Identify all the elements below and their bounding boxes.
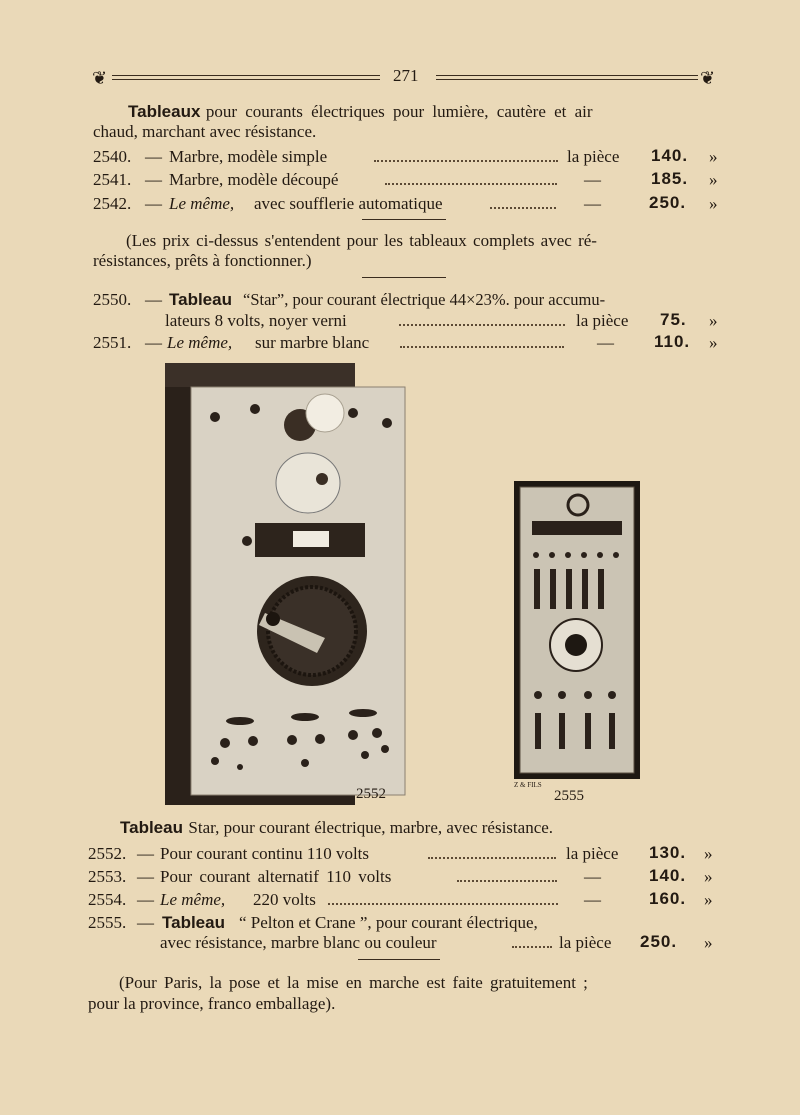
leader-dots (374, 160, 558, 162)
item-number: 2554. (88, 890, 127, 909)
item-description: Marbre, modèle simple (169, 147, 328, 166)
item-price: 140. (649, 866, 687, 885)
section3-note-line2: pour la province, franco emballage). (88, 994, 336, 1013)
separator-rule (362, 219, 446, 220)
heading-bold: Tableau (120, 818, 183, 837)
item-number: 2553. (88, 867, 127, 886)
header-rule-left-2 (112, 79, 380, 80)
item-bold-word: Tableau (169, 290, 232, 309)
item-dash: — (145, 194, 162, 213)
leader-dots (400, 346, 564, 348)
item-bold-word: Tableau (162, 913, 225, 932)
item-end-mark: » (704, 844, 713, 863)
item-unit: — (584, 170, 601, 189)
leader-dots (328, 903, 558, 905)
leader-dots (399, 324, 565, 326)
item-price: 140. (651, 146, 689, 165)
item-end-mark: » (704, 867, 713, 886)
item-dash: — (137, 890, 154, 909)
item-dash: — (145, 333, 162, 352)
item-dash: — (137, 867, 154, 886)
section1-intro-line2: chaud, marchant avec résistance. (93, 122, 317, 141)
item-end-mark: » (709, 194, 718, 213)
item-end-mark: » (709, 147, 718, 166)
item-description-italic: Le même, (160, 890, 226, 909)
item-price: 250. (640, 932, 678, 951)
item-number: 2540. (93, 147, 132, 166)
item-dash: — (137, 913, 154, 932)
item-unit: — (597, 333, 614, 352)
item-end-mark: » (704, 933, 713, 952)
figure-label-2552: 2552 (356, 786, 386, 802)
item-dash: — (137, 844, 154, 863)
item-number: 2551. (93, 333, 132, 352)
leader-dots (490, 207, 556, 209)
item-price: 160. (649, 889, 687, 908)
item-description: “ Pelton et Crane ”, pour courant électrique, (239, 913, 538, 932)
section1-note-line1: (Les prix ci-dessus s'entendent pour les tableaux complets avec ré- (126, 231, 597, 250)
item-description-line2: avec résistance, marbre blanc ou couleur (160, 933, 437, 952)
item-unit: la pièce (566, 844, 619, 863)
header-ornament-right: ❦ (700, 68, 716, 88)
item-description: 220 volts (253, 890, 316, 909)
item-description-italic: Le même, (167, 333, 233, 352)
separator-rule (362, 277, 446, 278)
item-description: Pour courant alternatif 110 volts (160, 867, 392, 886)
figure-label-2555: 2555 (554, 788, 584, 804)
item-price: 250. (649, 193, 687, 212)
heading-rest: Star, pour courant électrique, marbre, avec résistance. (188, 818, 554, 837)
leader-dots (512, 946, 552, 948)
item-unit: — (584, 867, 601, 886)
header-rule-right-2 (436, 79, 698, 80)
item-dash: — (145, 290, 162, 309)
item-description: “Star”, pour courant électrique 44×23%. pour accumu- (243, 290, 606, 309)
item-unit: la pièce (567, 147, 620, 166)
section3-heading (120, 817, 553, 839)
header-rule-left (112, 75, 380, 76)
item-end-mark: » (704, 890, 713, 909)
item-number: 2555. (88, 913, 127, 932)
figure-2555-switchboard (514, 481, 642, 781)
item-end-mark: » (709, 170, 718, 189)
item-description: sur marbre blanc (255, 333, 370, 352)
item-unit: — (584, 194, 601, 213)
leader-dots (457, 880, 557, 882)
intro-bold: Tableaux (128, 102, 201, 121)
item-price: 75. (660, 310, 687, 329)
item-unit: la pièce (559, 933, 612, 952)
header-rule-right (436, 75, 698, 76)
figure-small-text: Z & FILS (514, 781, 542, 789)
section1-note-line2: résistances, prêts à fonctionner.) (93, 251, 312, 270)
header-ornament-left: ❦ (92, 68, 108, 88)
item-description-italic: Le même, (169, 194, 235, 213)
figure-2552-switchboard (165, 363, 410, 808)
intro-rest: pour courants électriques pour lumière, cautère et air (205, 102, 593, 121)
item-dash: — (145, 147, 162, 166)
section3-note-line1: (Pour Paris, la pose et la mise en marche est faite gratuitement ; (119, 973, 588, 992)
item-unit: — (584, 890, 601, 909)
item-price: 110. (654, 332, 691, 351)
section1-intro-line1 (128, 101, 593, 123)
item-price: 185. (651, 169, 689, 188)
item-price: 130. (649, 843, 687, 862)
item-number: 2552. (88, 844, 127, 863)
separator-rule (358, 959, 440, 960)
page-number: 271 (393, 66, 419, 85)
item-number: 2550. (93, 290, 132, 309)
item-description: Marbre, modèle découpé (169, 170, 339, 189)
item-number: 2542. (93, 194, 132, 213)
item-description: avec soufflerie automatique (254, 194, 443, 213)
item-end-mark: » (709, 311, 718, 330)
item-description: Pour courant continu 110 volts (160, 844, 370, 863)
item-description-line2: lateurs 8 volts, noyer verni (165, 311, 347, 330)
item-dash: — (145, 170, 162, 189)
item-number: 2541. (93, 170, 132, 189)
item-end-mark: » (709, 333, 718, 352)
leader-dots (385, 183, 557, 185)
leader-dots (428, 857, 556, 859)
item-unit: la pièce (576, 311, 629, 330)
